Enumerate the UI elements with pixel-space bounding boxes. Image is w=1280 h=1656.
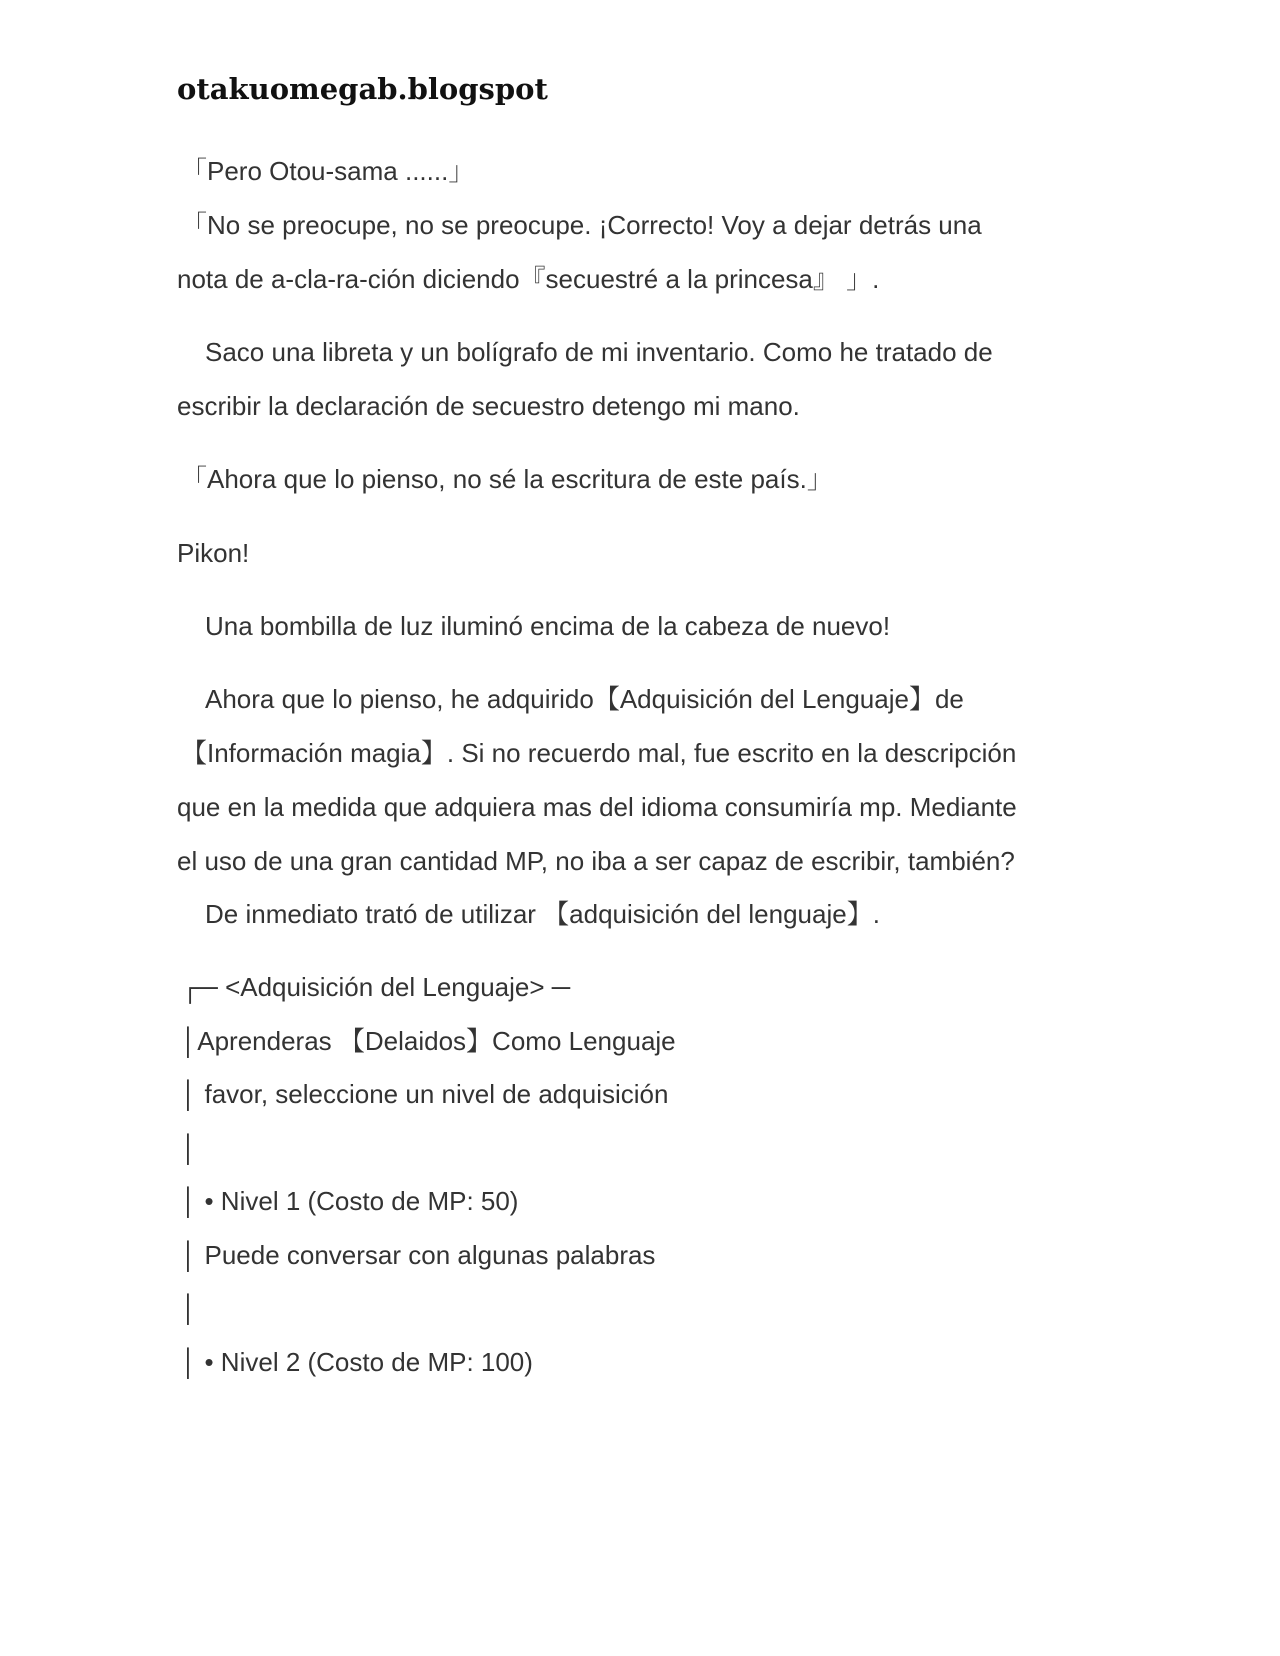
text-line-13: De inmediato trató de utilizar 【adquisición del lenguaje】. [205,899,880,929]
text-line-1: 「Pero Otou-sama ......」 [181,156,475,186]
text-line-5: escribir la declaración de secuestro detengo mi mano. [177,391,800,421]
text-line-14: ┌─ <Adquisición del Lenguaje> ─ [181,972,571,1002]
text-line-20: │ [181,1293,198,1323]
text-line-16: │ favor, seleccione un nivel de adquisición [181,1079,669,1109]
text-line-9: Ahora que lo pienso, he adquirido【Adquisición del Lenguaje】de [205,684,964,714]
text-line-12: el uso de una gran cantidad MP, no iba a ser capaz de escribir, también? [177,846,1015,876]
text-line-6: 「Ahora que lo pienso, no sé la escritura de este país.」 [181,464,833,494]
text-line-18: │ • Nivel 1 (Costo de MP: 50) [181,1186,519,1216]
text-line-4: Saco una libreta y un bolígrafo de mi inventario. Como he tratado de [205,337,993,367]
text-line-10: 【Información magia】. Si no recuerdo mal, fue escrito en la descripción [181,738,1017,768]
text-line-11: que en la medida que adquiera mas del idioma consumiría mp. Mediante [177,792,1017,822]
text-line-21: │ • Nivel 2 (Costo de MP: 100) [181,1347,533,1377]
text-line-17: │ [181,1133,198,1163]
text-line-8: Una bombilla de luz iluminó encima de la cabeza de nuevo! [205,611,891,641]
site-header: otakuomegab.blogspot [177,72,548,106]
text-line-15: │Aprenderas 【Delaidos】Como Lenguaje [181,1026,676,1056]
text-line-3: nota de a-cla-ra-ción diciendo『secuestré a la princesa』 」. [177,264,880,294]
text-line-7: Pikon! [177,538,250,568]
text-line-19: │ Puede conversar con algunas palabras [181,1240,656,1270]
text-line-2: 「No se preocupe, no se preocupe. ¡Correcto! Voy a dejar detrás una [181,210,982,240]
